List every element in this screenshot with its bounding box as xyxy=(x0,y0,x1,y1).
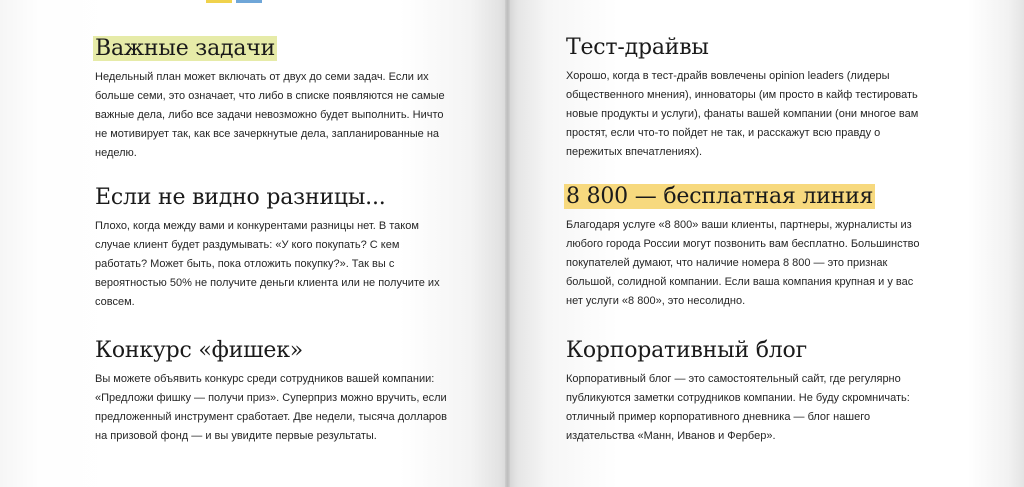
section-free-line xyxy=(566,182,926,311)
body-line: отличный пример корпоративного дневника — блог нашего xyxy=(566,411,871,423)
body-line: новые продукты и услуги), фанаты вашей компании (они многое вам xyxy=(566,108,919,120)
body-line: покупателей думают, что наличие номера 8 800 — это признак xyxy=(566,257,888,269)
section-title: Если не видно разницы... xyxy=(95,185,386,210)
body-line: «Предложи фишку — получи приз». Суперприз можно вручить, если xyxy=(95,392,447,404)
body-line: случае клиент будет раздумывать: «У кого покупать? С кем xyxy=(95,239,400,251)
body-line: большой, солидной компании. Если ваша компания крупная и у вас xyxy=(566,276,914,288)
section-body xyxy=(95,217,455,312)
section-body xyxy=(95,68,455,163)
body-line: Благодаря услуге «8 800» ваши клиенты, партнеры, журналисты из xyxy=(566,219,912,231)
section-title: Конкурс «фишек» xyxy=(95,338,304,363)
body-line: Вы можете объявить конкурс среди сотрудников вашей компании: xyxy=(95,373,435,385)
blue-bookmark-ribbon xyxy=(236,0,262,3)
body-line: издательства «Манн, Иванов и Фербер». xyxy=(566,430,776,442)
section-no-difference xyxy=(95,183,455,312)
section-important-tasks xyxy=(95,34,455,163)
body-line: неделю. xyxy=(95,147,137,159)
section-title xyxy=(95,34,455,64)
body-line: совсем. xyxy=(95,296,135,308)
body-line: нет услуги «8 800», это несолидно. xyxy=(566,295,746,307)
body-line: не мотивирует так, как все зачеркнутые дела, запланированные на xyxy=(95,128,440,140)
yellow-bookmark-ribbon xyxy=(206,0,232,3)
body-line: Корпоративный блог — это самостоятельный сайт, где регулярно xyxy=(566,373,901,385)
highlighted-title: 8 800 — бесплатная линия xyxy=(566,184,874,209)
body-line: общественного мнения), инноваторы (им просто в кайф тестировать xyxy=(566,89,918,101)
body-line: вероятностью 50% не получите деньги клиента или не получите их xyxy=(95,277,440,289)
body-line: работать? Может быть, пока отложить покупку?». Так вы с xyxy=(95,258,395,270)
body-line: больше семи, это означает, что либо в списке появляются не самые xyxy=(95,90,445,102)
section-title: Корпоративный блог xyxy=(566,338,807,363)
section-body xyxy=(566,370,926,446)
section-body xyxy=(95,370,455,446)
section-body xyxy=(566,216,926,311)
body-line: любого города России могут позвонить вам бесплатно. Большинство xyxy=(566,238,920,250)
section-title xyxy=(566,182,926,212)
body-line: Недельный план может включать от двух до семи задач. Если их xyxy=(95,71,429,83)
body-line: Плохо, когда между вами и конкурентами разницы нет. В таком xyxy=(95,220,419,232)
book-spine xyxy=(505,0,510,487)
body-line: пережитых впечатлениях). xyxy=(566,146,703,158)
body-line: простят, если что-то пойдет не так, и расскажут всю правду о xyxy=(566,127,881,139)
highlighted-title: Важные задачи xyxy=(95,36,276,61)
section-title: Тест-драйвы xyxy=(566,35,709,60)
body-line: публикуются заметки сотрудников компании. Не буду скромничать: xyxy=(566,392,910,404)
body-line: предложенный инструмент сработает. Две недели, тысяча долларов xyxy=(95,411,448,423)
section-body xyxy=(566,67,926,162)
body-line: Хорошо, когда в тест-драйв вовлечены opinion leaders (лидеры xyxy=(566,70,890,82)
body-line: на призовой фонд — и вы увидите первые результаты. xyxy=(95,430,377,442)
section-test-drives xyxy=(566,33,926,162)
body-line: важные дела, либо все задачи невозможно будет выполнить. Ничто xyxy=(95,109,444,121)
section-corporate-blog xyxy=(566,336,926,446)
section-features-contest xyxy=(95,336,455,446)
